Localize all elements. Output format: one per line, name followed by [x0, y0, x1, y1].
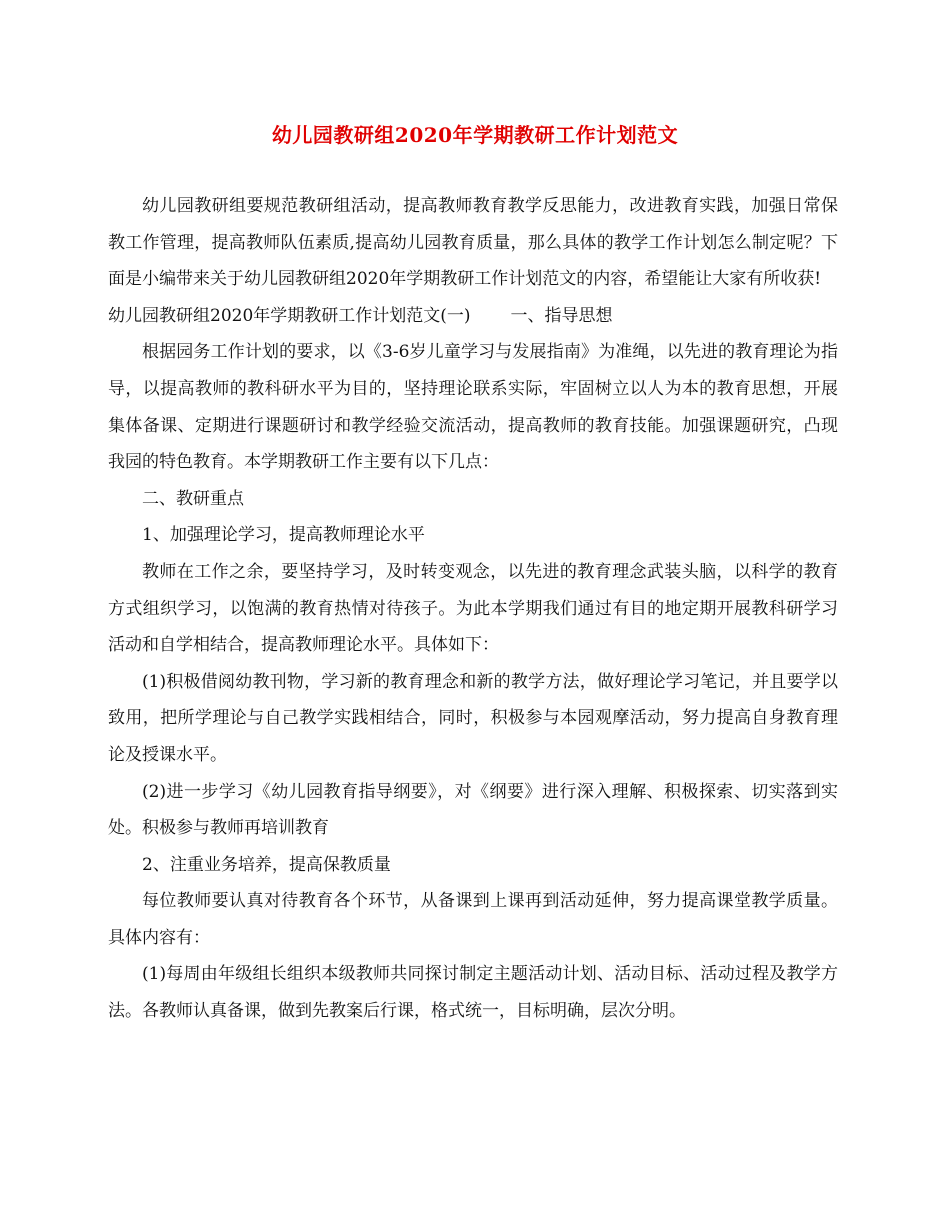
- subtitle-left: 幼儿园教研组2020年学期教研工作计划范文(一): [108, 305, 471, 326]
- section-heading-1: 一、指导思想: [510, 305, 613, 326]
- paragraph-theory-study: 教师在工作之余，要坚持学习，及时转变观念，以先进的教育理念武装头脑，以科学的教育方式组织学习，以饱满的教育热情对待孩子。为此本学期我们通过有目的地定期开展教科研学习活动和自学相结合，提高教师理论水平。具体如下：: [108, 561, 838, 656]
- section-heading-2: 二、教研重点: [142, 488, 244, 509]
- subheading-1: 1、加强理论学习，提高教师理论水平: [142, 525, 425, 546]
- document-title: 幼儿园教研组2020年学期教研工作计划范文: [271, 123, 679, 147]
- intro-paragraph: 幼儿园教研组要规范教研组活动，提高教师教育教学反思能力，改进教育实践，加强日常保教工作管理，提高教师队伍素质,提高幼儿园教育质量，那么具体的教学工作计划怎么制定呢？下面是小编带来关于幼儿园教研组2020年学期教研工作计划范文的内容，希望能让大家有所收获!: [108, 196, 838, 290]
- subheading-2: 2、注重业务培养，提高保教质量: [142, 854, 391, 875]
- paragraph-guiding-thought: 根据园务工作计划的要求，以《3-6岁儿童学习与发展指南》为准绳，以先进的教育理论为指导，以提高教师的教科研水平为目的，坚持理论联系实际，牢固树立以人为本的教育思想，开展集体备课、定期进行课题研讨和教学经验交流活动，提高教师的教育技能。加强课题研究，凸现我园的特色教育。本学期教研工作主要有以下几点：: [108, 342, 838, 473]
- document-body: [108, 188, 838, 1030]
- list-item-3: (1)每周由年级组长组织本级教师共同探讨制定主题活动计划、活动目标、活动过程及教学方法。各教师认真备课，做到先教案后行课，格式统一，目标明确，层次分明。: [108, 964, 838, 1022]
- list-item-2: (2)进一步学习《幼儿园教育指导纲要》，对《纲要》进行深入理解、积极探索、切实落到实处。积极参与教师再培训教育: [108, 781, 838, 839]
- paragraph-teaching-quality: 每位教师要认真对待教育各个环节，从备课到上课再到活动延伸，努力提高课堂教学质量。具体内容有：: [108, 891, 838, 948]
- subtitle-line: [108, 298, 838, 335]
- list-item-1: (1)积极借阅幼教刊物，学习新的教育理念和新的教学方法，做好理论学习笔记，并且要学以致用，把所学理论与自己教学实践相结合，同时，积极参与本园观摩活动，努力提高自身教育理论及授课水平。: [108, 671, 838, 765]
